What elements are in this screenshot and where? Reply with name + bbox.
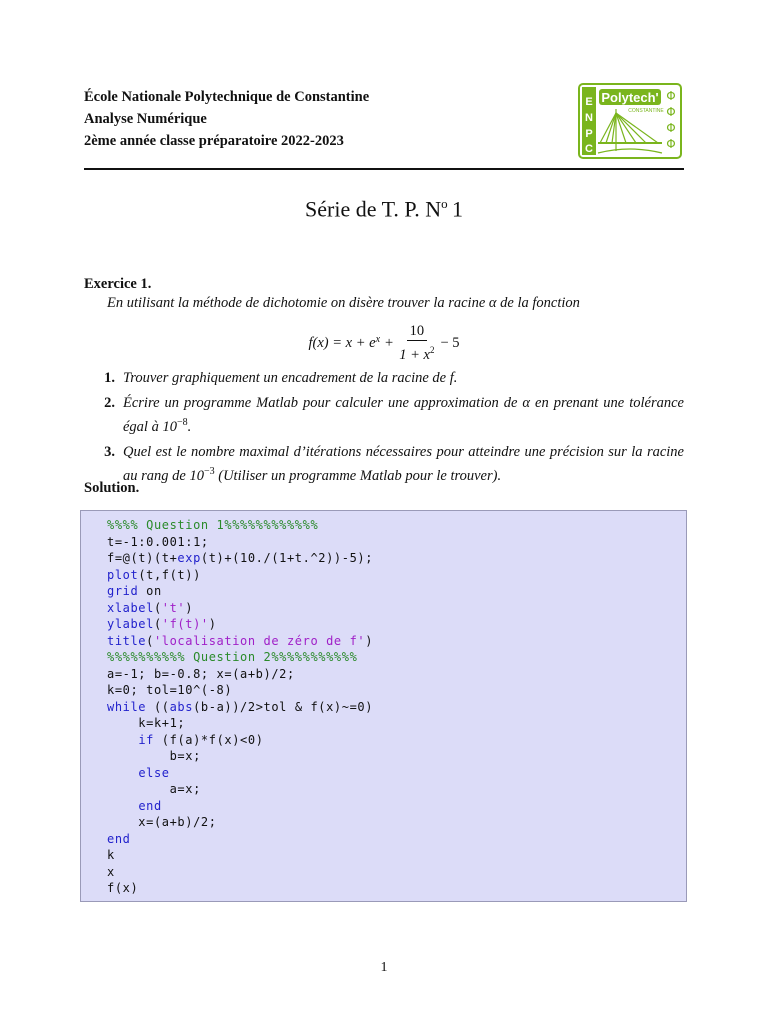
- code-line: f=@(t)(t+exp(t)+(10./(1+t.^2))-5);: [107, 551, 374, 565]
- solution-heading: Solution.: [84, 480, 140, 496]
- code-line: end: [138, 798, 162, 813]
- course-name: Analyse Numérique: [84, 111, 207, 127]
- code-line: end: [107, 831, 131, 846]
- exercise-intro: En utilisant la méthode de dichotomie on disère trouver la racine α de la fonction: [107, 295, 580, 311]
- svg-text:N: N: [585, 112, 593, 124]
- code-line: x=(a+b)/2;: [107, 815, 217, 829]
- svg-text:C: C: [585, 143, 593, 155]
- polytech-logo: [578, 83, 682, 159]
- class-year: 2ème année classe préparatoire 2022-2023: [84, 133, 344, 149]
- code-line: k=k+1;: [107, 716, 186, 730]
- logo-left-letters: E: [585, 96, 593, 108]
- code-line: else: [138, 765, 170, 780]
- code-line: b=x;: [107, 749, 201, 763]
- code-line: xlabel('t'): [107, 600, 194, 615]
- function-equation: f(x) = x + e $^x$ + $\frac{10}{1 + x^2}$ − 5: [308, 323, 460, 363]
- matlab-code-block: [80, 510, 687, 902]
- code-line: f(x): [107, 881, 139, 895]
- question-item: 1. Trouver graphiquement un encadrement de la racine de f.: [104, 370, 458, 386]
- code-line: ylabel('f(t)'): [107, 617, 217, 631]
- header-block: [84, 86, 369, 152]
- page-title: Série de T. P. $N^o$ 1: [305, 196, 463, 222]
- code-line: %%%%%%%%%% Question 2%%%%%%%%%%%: [107, 650, 358, 664]
- svg-text:P: P: [585, 128, 593, 140]
- code-line: title('localisation de zéro de f'): [107, 633, 374, 648]
- code-line: t=-1:0.001:1;: [107, 534, 209, 549]
- equation-fraction: $\frac{10}{1 + x^2}$: [399, 323, 435, 363]
- code-line: while ((abs(b-a))/2>tol & f(x)~=0): [107, 699, 374, 714]
- code-line: plot(t,f(t)): [107, 567, 201, 582]
- svg-text:Φ: Φ: [666, 121, 676, 135]
- page-number: 1: [380, 960, 388, 975]
- code-listing: [107, 517, 373, 897]
- code-line: k: [107, 848, 115, 862]
- question-list: [84, 369, 684, 492]
- svg-text:Φ: Φ: [666, 137, 676, 151]
- code-line: if (f(a)*f(x)<0): [138, 732, 264, 747]
- svg-text:Φ: Φ: [666, 89, 676, 103]
- code-line: a=-1; b=-0.8; x=(a+b)/2;: [107, 666, 295, 681]
- question-item: 3. Quel est le nombre maximal d’itérations nécessaires pour atteindre une précision sur la racine au rang de $10^{-3}$ (Utiliser un programme Matlab pour le trouver).: [104, 443, 684, 484]
- code-line: a=x;: [107, 782, 201, 796]
- exercise-heading: Exercice 1.: [84, 276, 152, 292]
- svg-text:Φ: Φ: [666, 105, 676, 119]
- code-line: k=0; tol=10^(-8): [107, 683, 233, 697]
- question-item: 2. Écrire un programme Matlab pour calculer une approximation de α en prenant une tolérance égal à $10^{-8}$.: [104, 395, 684, 435]
- logo-brand-text: Polytech': [601, 90, 659, 105]
- code-line: %%%% Question 1%%%%%%%%%%%%: [107, 518, 319, 532]
- header-rule: [84, 168, 684, 170]
- school-name: École Nationale Polytechnique de Constantine: [84, 89, 370, 105]
- code-line: grid on: [107, 584, 162, 598]
- logo-subtext: CONSTANTINE: [628, 108, 664, 114]
- code-line: x: [107, 864, 115, 879]
